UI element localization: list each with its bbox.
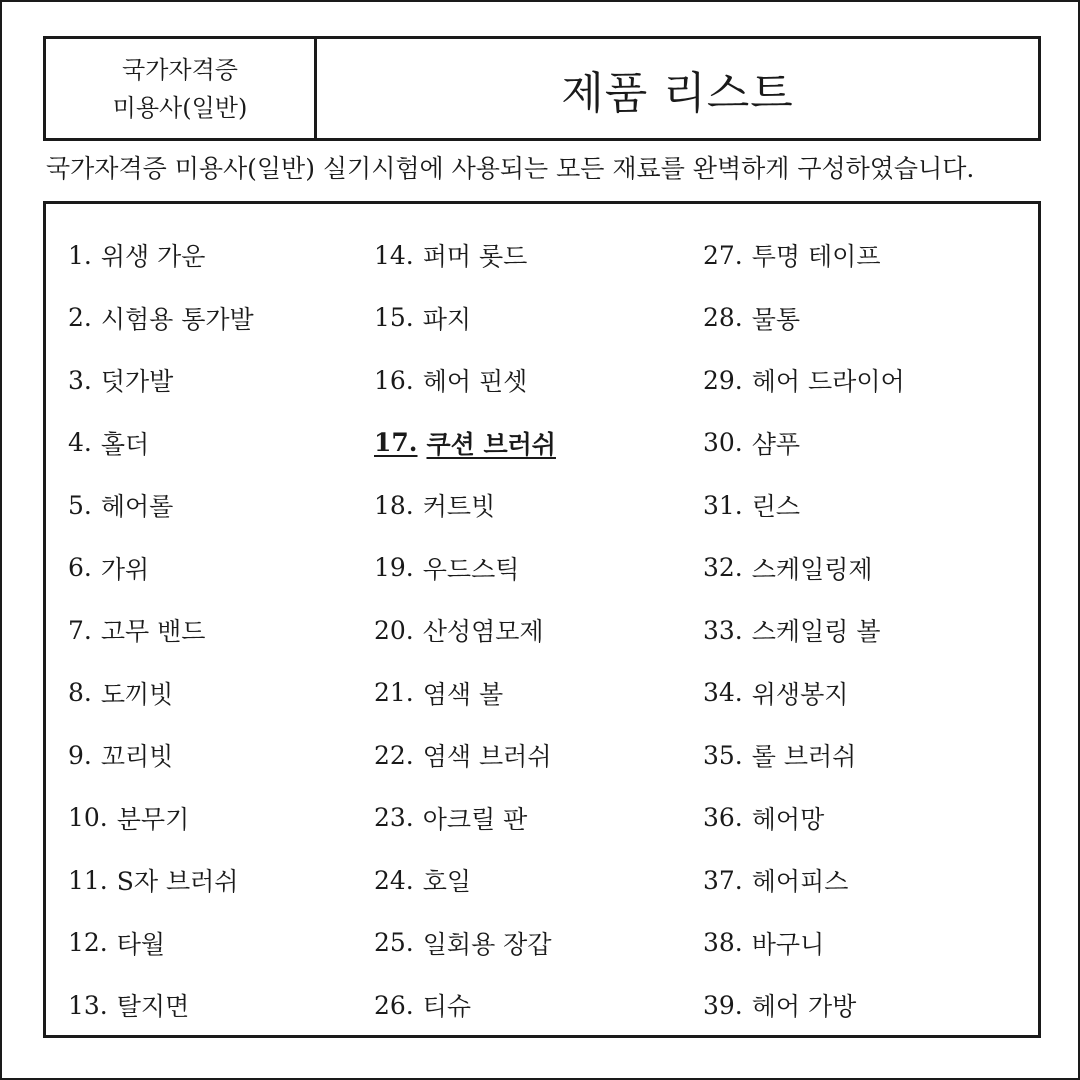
product-item (68, 849, 254, 912)
product-item (374, 724, 556, 787)
product-label: 시험용 통가발 (100, 304, 254, 334)
product-label: 타월 (116, 929, 166, 959)
product-label: 헤어망 (751, 804, 825, 834)
product-column-3 (703, 224, 905, 1037)
header-box (43, 36, 1041, 141)
product-item (68, 349, 254, 412)
product-number: 29. (703, 365, 743, 395)
product-number: 37. (703, 865, 743, 895)
product-number: 22. (374, 740, 414, 770)
product-label: 헤어 드라이어 (751, 367, 905, 397)
product-item (703, 724, 905, 787)
product-item (374, 474, 556, 537)
product-label: 샴푸 (751, 429, 801, 459)
product-label: 아크릴 판 (422, 804, 528, 834)
product-label: 파지 (422, 304, 472, 334)
product-item (374, 974, 556, 1037)
product-number: 13. (68, 990, 108, 1020)
product-number: 4. (68, 428, 92, 458)
product-number: 24. (374, 865, 414, 895)
product-number: 34. (703, 678, 743, 708)
product-item (68, 537, 254, 600)
product-label: 고무 밴드 (100, 617, 206, 647)
product-item (703, 287, 905, 350)
product-item (68, 724, 254, 787)
product-item (68, 912, 254, 975)
product-number: 12. (68, 928, 108, 958)
intro-text: 국가자격증 미용사(일반) 실기시험에 사용되는 모든 재료를 완벽하게 구성하였습니다. (46, 154, 975, 183)
product-number: 31. (703, 490, 743, 520)
product-item (374, 599, 556, 662)
page-title: 제품 리스트 (561, 67, 794, 119)
product-item (703, 412, 905, 475)
product-label: 바구니 (751, 929, 825, 959)
product-label: 꼬리빗 (100, 742, 174, 772)
product-number: 27. (703, 240, 743, 270)
product-item (68, 474, 254, 537)
product-label: 스케일링제 (751, 554, 873, 584)
product-label: 헤어 가방 (751, 992, 857, 1022)
product-label: 헤어피스 (751, 867, 849, 897)
certificate-line-1: 국가자격증 (122, 55, 238, 84)
product-label: 덧가발 (100, 367, 174, 397)
product-item (703, 912, 905, 975)
product-number: 35. (703, 740, 743, 770)
product-label: 가위 (100, 554, 150, 584)
product-label: 스케일링 볼 (751, 617, 881, 647)
product-number: 36. (703, 803, 743, 833)
product-number: 33. (703, 615, 743, 645)
product-label: 린스 (751, 492, 801, 522)
product-label: 헤어롤 (100, 492, 174, 522)
product-number: 1. (68, 240, 92, 270)
product-item (374, 787, 556, 850)
product-item (703, 349, 905, 412)
product-item (703, 974, 905, 1037)
product-label: 위생봉지 (751, 679, 849, 709)
product-item (68, 662, 254, 725)
product-number: 2. (68, 303, 92, 333)
product-item (68, 287, 254, 350)
product-number: 6. (68, 553, 92, 583)
product-number: 19. (374, 553, 414, 583)
product-item (703, 599, 905, 662)
product-item (374, 849, 556, 912)
product-item (374, 912, 556, 975)
product-label: 일회용 장갑 (422, 929, 552, 959)
product-label: 염색 브러쉬 (422, 742, 552, 772)
product-item (703, 537, 905, 600)
product-number: 39. (703, 990, 743, 1020)
product-label: 도끼빗 (100, 679, 174, 709)
product-number: 11. (68, 865, 108, 895)
product-number: 15. (374, 303, 414, 333)
product-label: 홀더 (100, 429, 150, 459)
product-label: 물통 (751, 304, 801, 334)
product-item (374, 349, 556, 412)
product-label: 롤 브러쉬 (751, 742, 857, 772)
product-label: 탈지면 (116, 992, 190, 1022)
product-number: 25. (374, 928, 414, 958)
product-item (703, 787, 905, 850)
product-number: 17. (374, 428, 418, 458)
product-item (374, 224, 556, 287)
product-number: 14. (374, 240, 414, 270)
product-number: 21. (374, 678, 414, 708)
product-item (68, 224, 254, 287)
product-item (374, 287, 556, 350)
product-column-2 (374, 224, 556, 1037)
product-item (68, 412, 254, 475)
product-number: 9. (68, 740, 92, 770)
product-label: 쿠션 브러쉬 (426, 429, 556, 459)
product-label: 산성염모제 (422, 617, 544, 647)
product-number: 30. (703, 428, 743, 458)
product-label: 커트빗 (422, 492, 496, 522)
product-number: 7. (68, 615, 92, 645)
product-label: 호일 (422, 867, 472, 897)
product-item (374, 537, 556, 600)
product-number: 18. (374, 490, 414, 520)
product-item (703, 224, 905, 287)
product-label: 투명 테이프 (751, 242, 881, 272)
product-item (703, 662, 905, 725)
product-item (374, 662, 556, 725)
product-number: 28. (703, 303, 743, 333)
certificate-label (46, 39, 317, 138)
product-label: 염색 볼 (422, 679, 504, 709)
product-list-box (43, 201, 1041, 1038)
product-number: 20. (374, 615, 414, 645)
product-label: S자 브러쉬 (116, 867, 239, 897)
certificate-line-2: 미용사(일반) (112, 93, 248, 122)
product-item (703, 849, 905, 912)
product-label: 분무기 (116, 804, 190, 834)
product-label: 우드스틱 (422, 554, 520, 584)
product-label: 위생 가운 (100, 242, 206, 272)
product-item (68, 974, 254, 1037)
product-item (374, 412, 556, 475)
product-number: 16. (374, 365, 414, 395)
product-number: 26. (374, 990, 414, 1020)
product-number: 5. (68, 490, 92, 520)
product-number: 10. (68, 803, 108, 833)
product-number: 23. (374, 803, 414, 833)
product-number: 32. (703, 553, 743, 583)
product-number: 8. (68, 678, 92, 708)
product-number: 3. (68, 365, 92, 395)
product-label: 퍼머 롯드 (422, 242, 528, 272)
product-item (68, 599, 254, 662)
product-label: 헤어 핀셋 (422, 367, 528, 397)
product-label: 티슈 (422, 992, 472, 1022)
product-column-1 (68, 224, 254, 1037)
product-item (68, 787, 254, 850)
product-item (703, 474, 905, 537)
product-number: 38. (703, 928, 743, 958)
